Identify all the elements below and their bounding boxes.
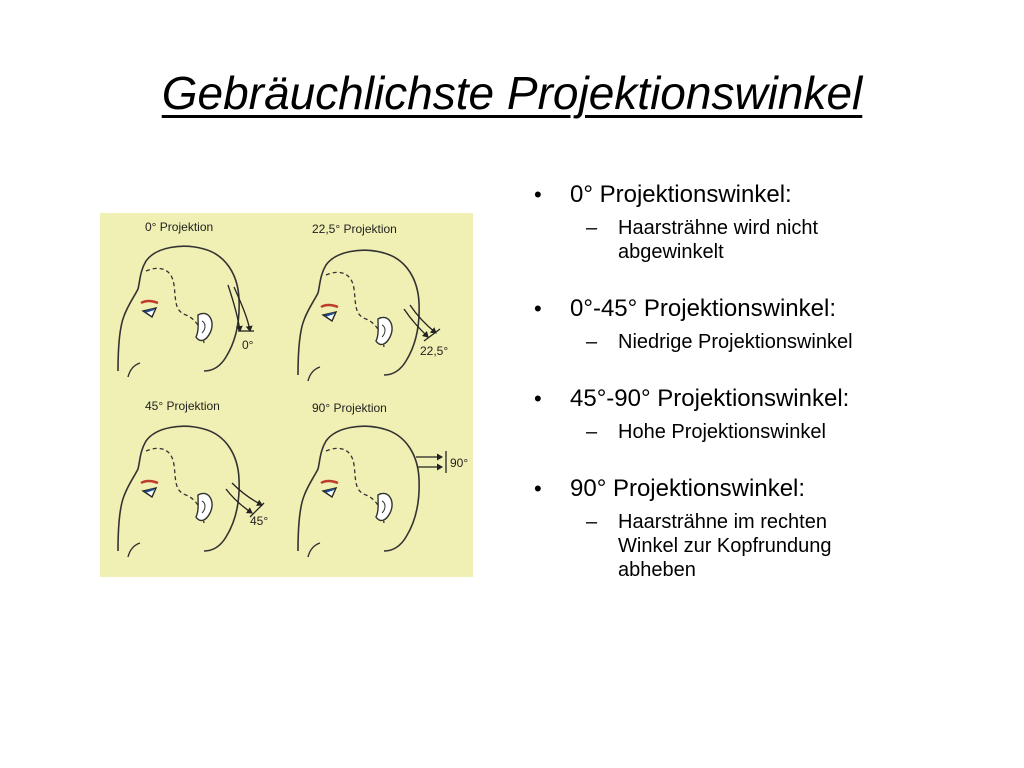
sub-bullet-text-line: abgewinkelt (618, 241, 724, 263)
sub-bullet (528, 510, 988, 582)
bullet-line (528, 474, 988, 504)
panel-label: 0° Projektion (145, 220, 214, 234)
sub-bullet (528, 420, 988, 444)
bullet-line (528, 294, 988, 324)
bullet-symbol: • (534, 296, 542, 321)
bullet-text: 90° Projektionswinkel: (570, 475, 806, 502)
sub-bullet-text-line: Haarsträhne wird nicht (618, 217, 819, 239)
sub-bullet-dash: – (586, 421, 598, 443)
bullet-item (528, 294, 988, 354)
slide-title: Gebräuchlichste Projektionswinkel (161, 67, 863, 119)
sub-bullet-text-line: Haarsträhne im rechten (618, 511, 827, 533)
bullet-text: 45°-90° Projektionswinkel: (570, 385, 850, 412)
bullet-text: 0° Projektionswinkel: (570, 181, 792, 208)
sub-bullet (528, 216, 988, 264)
bullet-text: 0°-45° Projektionswinkel: (570, 295, 836, 322)
panel-label: 90° Projektion (312, 401, 387, 415)
angle-label: 22,5° (420, 344, 449, 358)
bullet-item (528, 474, 988, 582)
bullet-symbol: • (534, 386, 542, 411)
sub-bullet-text-line: Winkel zur Kopfrundung (618, 535, 832, 557)
angle-label: 90° (450, 456, 469, 470)
sub-bullet-dash: – (586, 217, 598, 239)
bullet-item (528, 384, 988, 444)
angle-label: 0° (242, 338, 254, 352)
bullet-symbol: • (534, 476, 542, 501)
sub-bullet-text-line: Hohe Projektionswinkel (618, 421, 826, 443)
angle-label: 45° (250, 514, 269, 528)
projection-illustration (100, 213, 473, 577)
sub-bullet-text-line: abheben (618, 559, 696, 581)
sub-bullet (528, 330, 988, 354)
bullet-line (528, 384, 988, 414)
panel-label: 45° Projektion (145, 399, 220, 413)
bullet-item (528, 180, 988, 264)
sub-bullet-dash: – (586, 331, 598, 353)
bullet-symbol: • (534, 182, 542, 207)
bullet-line (528, 180, 988, 210)
projection-illustration-svg (100, 213, 473, 577)
illustration-background (100, 213, 473, 577)
sub-bullet-text-line: Niedrige Projektionswinkel (618, 331, 853, 353)
bullet-list (528, 180, 988, 582)
sub-bullet-dash: – (586, 511, 598, 533)
panel-label: 22,5° Projektion (312, 222, 397, 236)
